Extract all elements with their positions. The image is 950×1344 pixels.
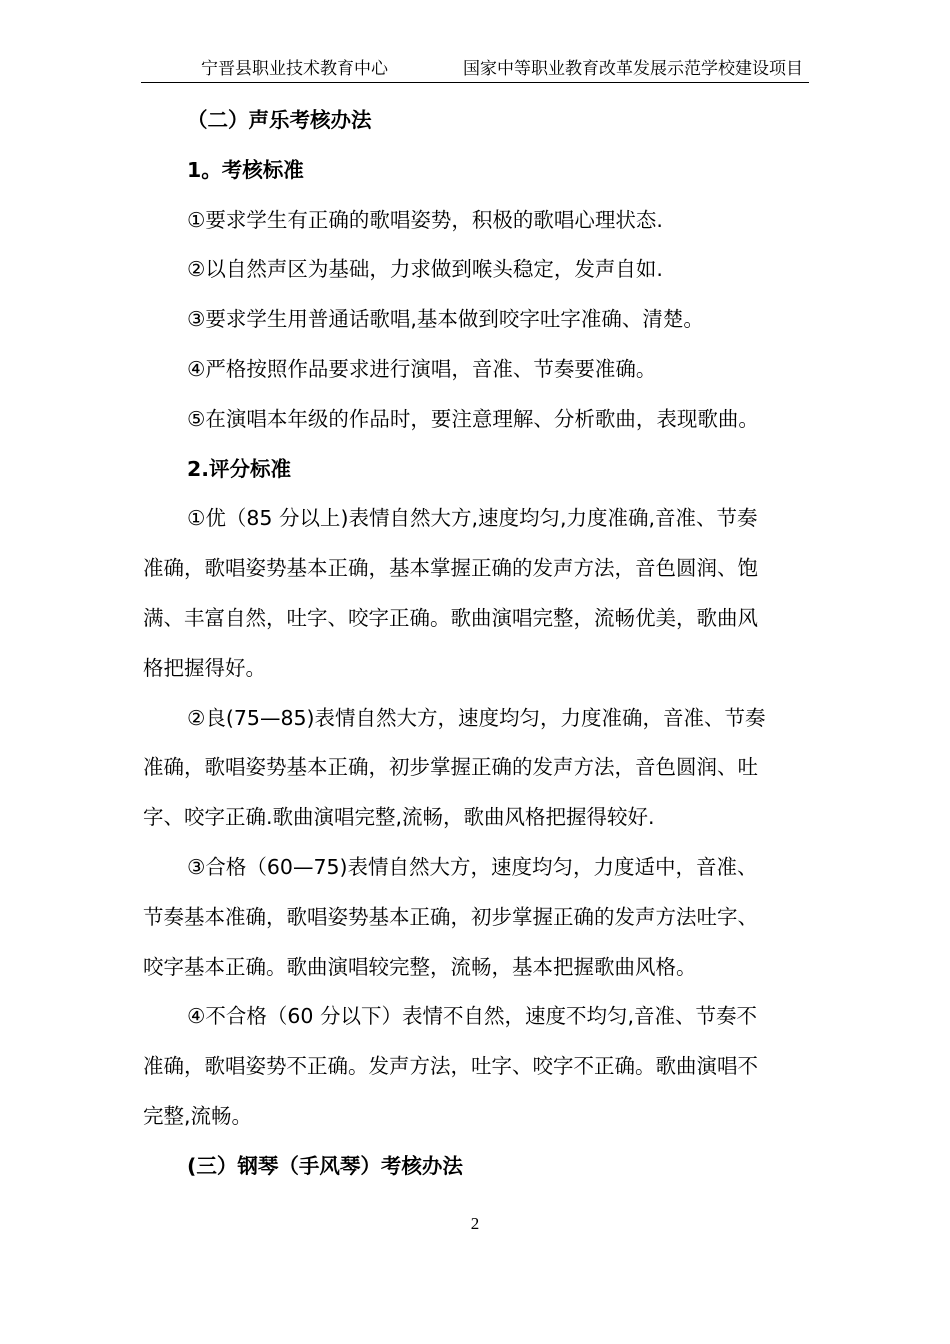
paragraph-line: ①优（85 分以上)表情自然大方,速度均匀,力度准确,音准、节奏 <box>187 506 758 531</box>
list-item: ④严格按照作品要求进行演唱，音准、节奏要准确。 <box>187 356 657 381</box>
header-project-name: 国家中等职业教育改革发展示范学校建设项目 <box>463 59 803 79</box>
paragraph-line: 准确，歌唱姿势基本正确，基本掌握正确的发声方法，音色圆润、饱 <box>143 556 758 581</box>
subsection-heading: 2.评分标准 <box>187 456 292 481</box>
paragraph-line: 准确，歌唱姿势不正确。发声方法，吐字、咬字不正确。歌曲演唱不 <box>143 1054 758 1079</box>
page-number: 2 <box>470 1214 480 1233</box>
section-heading: (三）钢琴（手风琴）考核办法 <box>187 1153 463 1178</box>
paragraph-line: ③合格（60—75)表情自然大方，速度均匀，力度适中，音准、 <box>187 854 758 879</box>
list-item: ②以自然声区为基础，力求做到喉头稳定，发声自如. <box>187 257 663 282</box>
subsection-heading: 1。考核标准 <box>187 157 304 182</box>
list-item: ①要求学生有正确的歌唱姿势，积极的歌唱心理状态. <box>187 207 663 232</box>
paragraph-line: 咬字基本正确。歌曲演唱较完整，流畅，基本把握歌曲风格。 <box>143 954 697 979</box>
list-item: ③要求学生用普通话歌唱,基本做到咬字吐字准确、清楚。 <box>187 307 704 332</box>
page-header <box>141 52 809 83</box>
header-school-name: 宁晋县职业技术教育中心 <box>201 59 388 79</box>
paragraph-line: 满、丰富自然，吐字、咬字正确。歌曲演唱完整，流畅优美，歌曲风 <box>143 605 758 630</box>
list-item: ⑤在演唱本年级的作品时，要注意理解、分析歌曲，表现歌曲。 <box>187 406 759 431</box>
paragraph-line: 格把握得好。 <box>143 655 266 680</box>
paragraph-line: ④不合格（60 分以下）表情不自然，速度不均匀,音准、节奏不 <box>187 1004 757 1029</box>
paragraph-line: 节奏基本准确，歌唱姿势基本正确，初步掌握正确的发声方法吐字、 <box>143 904 758 929</box>
document-body <box>143 96 823 1192</box>
paragraph-line: ②良(75—85)表情自然大方，速度均匀，力度准确，音准、节奏 <box>187 705 766 730</box>
paragraph-line: 准确，歌唱姿势基本正确，初步掌握正确的发声方法，音色圆润、吐 <box>143 755 758 780</box>
paragraph-line: 完整,流畅。 <box>143 1103 253 1128</box>
paragraph-line: 字、咬字正确.歌曲演唱完整,流畅，歌曲风格把握得较好. <box>143 805 655 830</box>
section-heading: （二）声乐考核办法 <box>187 108 372 132</box>
